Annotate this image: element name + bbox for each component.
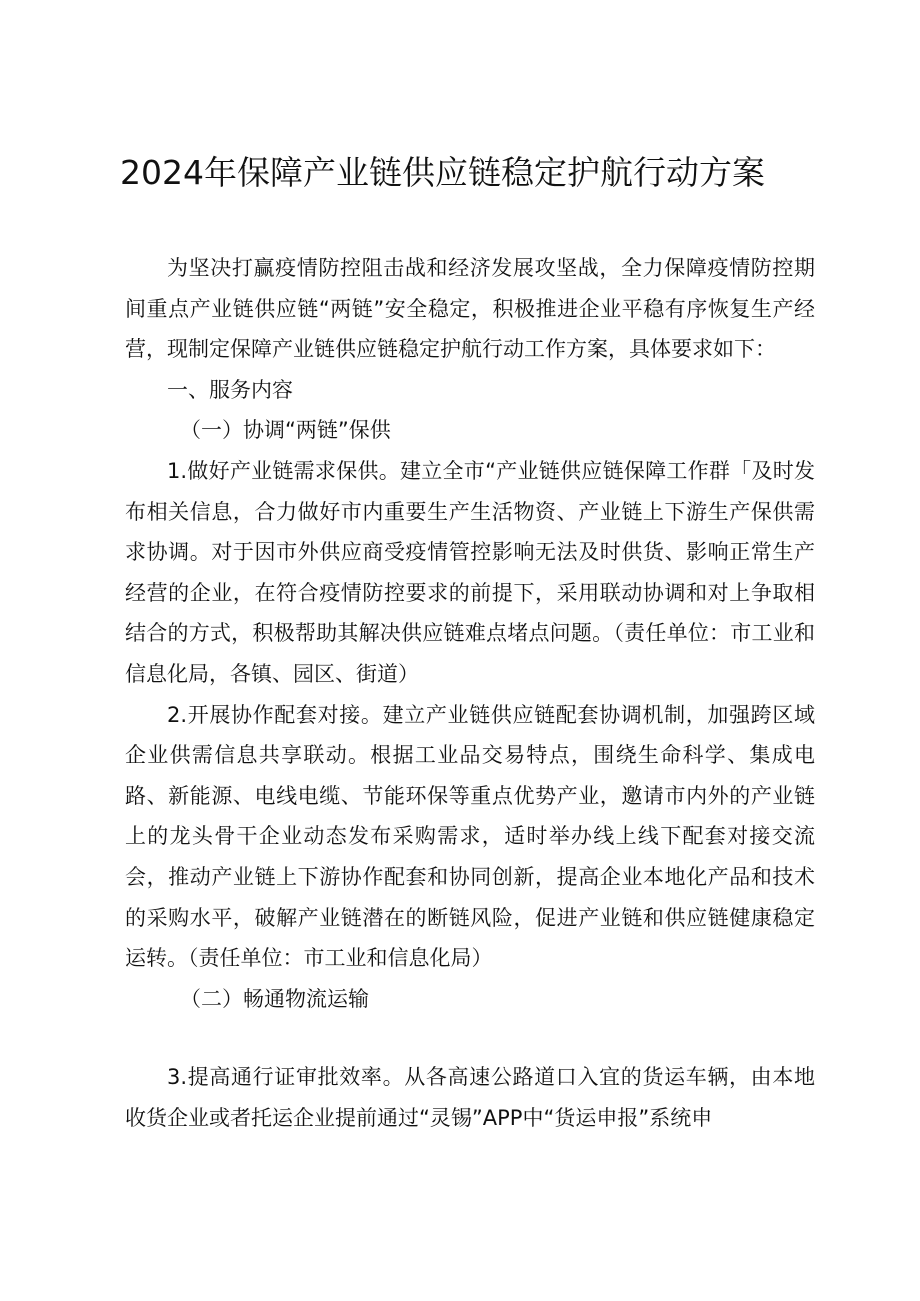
subsection-heading-coordinate-supply: （一）协调“两链”保供	[180, 418, 391, 443]
document-title: 2024年保障产业链供应链稳定护航行动方案	[120, 153, 765, 192]
item-paragraph-3: 3.提高通行证审批效率。从各高速公路道口入宜的货运车辆，由本地收货企业或者托运企业提前通过“灵锡”APP中“货运申报”系统申	[125, 1065, 815, 1130]
item-paragraph-2: 2.开展协作配套对接。建立产业链供应链配套协调机制，加强跨区域企业供需信息共享联动。根据工业品交易特点，围绕生命科学、集成电路、新能源、电线电缆、节能环保等重点优势产业，邀请市内外的产业链上的龙头骨干企业动态发布采购需求，适时举办线上线下配套对接交流会，推动产业链上下游协作配套和协同创新，提高企业本地化产品和技术的采购水平，破解产业链潜在的断链风险，促进产业链和供应链健康稳定运转。（责任单位：市工业和信息化局）	[125, 702, 815, 971]
paragraph-gap	[125, 1019, 815, 1057]
document-body	[125, 248, 815, 1138]
item-paragraph-1: 1.做好产业链需求保供。建立全市“产业链供应链保障工作群「及时发布相关信息，合力做好市内重要生产生活物资、产业链上下游生产保供需求协调。对于因市外供应商受疫情管控影响无法及时供货、影响正常生产经营的企业，在符合疫情防控要求的前提下，采用联动协调和对上争取相结合的方式，积极帮助其解决供应链难点堵点问题。（责任单位：市工业和信息化局，各镇、园区、街道）	[125, 458, 815, 686]
section-heading-service-content: 一、服务内容	[167, 377, 293, 402]
intro-paragraph: 为坚决打赢疫情防控阻击战和经济发展攻坚战，全力保障疫情防控期间重点产业链供应链“两链”安全稳定，积极推进企业平稳有序恢复生产经营，现制定保障产业链供应链稳定护航行动工作方案，具体要求如下：	[125, 256, 815, 362]
subsection-heading-logistics: （二）畅通物流运输	[180, 986, 369, 1011]
